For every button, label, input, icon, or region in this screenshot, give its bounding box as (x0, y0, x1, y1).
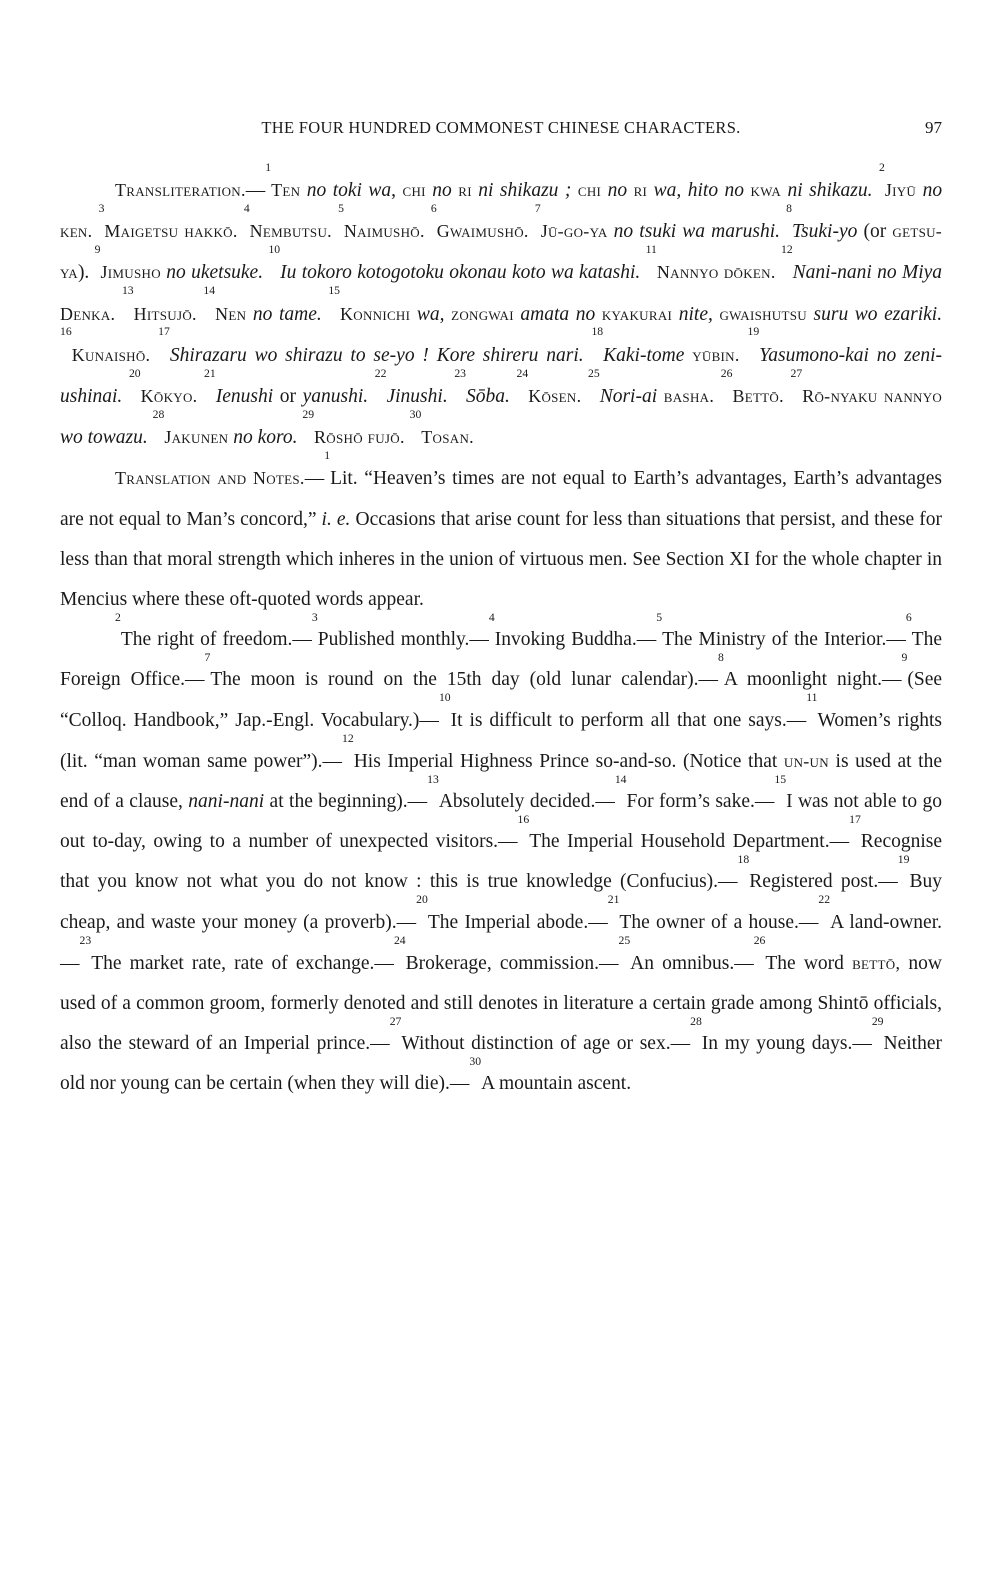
italic-text: wa, hito no (647, 180, 745, 201)
text-run: Neither old nor young can be certain (when they will die).— (60, 1033, 942, 1095)
transliteration-item (328, 284, 943, 325)
text-run: Brokerage, commission.— (405, 952, 619, 974)
transliteration-item (158, 325, 584, 366)
text-run: The Ministry of the Interior.— (662, 629, 906, 651)
footnote-marker: 26 (720, 366, 733, 380)
running-title: THE FOUR HUNDRED COMMONEST CHINESE CHARACTERS. (261, 118, 741, 137)
small-caps-text: Naimushō. (343, 221, 425, 242)
italic-text: Yasumono-kai no zeni-ushinai. (60, 344, 943, 408)
text-run: is used at the end of a clause, (60, 750, 943, 813)
transliteration-item (243, 201, 332, 242)
footnote-marker: 6 (905, 610, 912, 624)
small-caps-text: Tosan. (421, 427, 474, 448)
text-run: Women’s rights (lit. “man woman same power”).— (60, 709, 942, 772)
transliteration-item (203, 284, 322, 325)
small-caps-text: Gwaimushō. (436, 221, 529, 242)
translation-heading: Translation and Notes. (115, 468, 305, 489)
italic-text: no toki wa (300, 180, 392, 201)
text-run: Occasions that arise count for less than situations that persist, and these for less than that moral strength which inheres in the union of virtuous men. See Section XI for the whole chapter in Mencius where these oft-quoted words appear. (60, 508, 942, 611)
small-caps-text: Hitsujō. (133, 303, 197, 324)
text-run: I was not able to go out to-day, owing to a number of unexpected visitors.— (60, 791, 942, 853)
italic-text: no uketsuke. (160, 262, 264, 284)
footnote-marker: 22 (374, 366, 387, 380)
small-caps-text: Ten (271, 180, 301, 200)
italic-text: no koro. (228, 427, 298, 449)
footnote-marker: 12 (780, 243, 793, 257)
small-caps-text: Rōshō fujō. (314, 427, 405, 448)
footnote-marker: 25 (618, 933, 631, 947)
italic-text: no (601, 180, 628, 201)
text-run: The moon is round on the 15th day (old lunar calendar).— (210, 669, 719, 691)
small-caps-text: chi (577, 180, 602, 200)
italic-text: wa, (410, 303, 445, 325)
small-caps-text: Bettō. (732, 386, 784, 407)
transliteration-items (60, 160, 943, 449)
footnote-marker: 9 (901, 651, 908, 665)
text-run: Recognise that you know not what you do not know : this is true knowledge (Confucius).— (60, 831, 943, 893)
text-run: A land-owner.— (60, 911, 942, 974)
italic-text: Ienushi (215, 386, 274, 408)
italic-text: Sōba. (466, 386, 510, 408)
text-run: A mountain ascent. (481, 1073, 632, 1095)
footnote-marker: 9 (94, 243, 101, 257)
footnote-marker: 29 (871, 1014, 884, 1028)
footnote-marker: 14 (203, 284, 216, 298)
small-caps-text: zongwai (451, 303, 514, 324)
transliteration-item (720, 366, 784, 407)
small-caps-text: getsu-ya (60, 221, 943, 283)
small-caps-text: Konnichi (340, 303, 411, 324)
footnote-marker: 16 (517, 812, 530, 826)
text-run: An omnibus.— (630, 952, 754, 974)
footnote-marker: 19 (897, 853, 910, 867)
italic-text: Nani-nani no Miya (792, 262, 943, 284)
footnote-marker: 2 (878, 160, 885, 174)
transliteration-item (454, 366, 510, 408)
footnote-marker: 5 (338, 201, 344, 215)
small-caps-text: chi (402, 180, 426, 200)
transliteration-heading: Transliteration. (115, 180, 246, 200)
italic-text: yanushi. (302, 386, 369, 408)
text-run: Without distinction of age or sex.— (401, 1033, 691, 1055)
footnote-marker: 7 (534, 201, 541, 215)
small-caps-text: gwaishutsu (719, 303, 807, 324)
footnote-marker: 10 (268, 243, 281, 257)
text-run: Registered post.— (749, 871, 898, 893)
footnote-marker: 10 (438, 691, 451, 705)
footnote-marker: 19 (747, 325, 760, 339)
transliteration-item (94, 243, 264, 284)
small-caps-text: ken. (60, 221, 93, 242)
small-caps-text: ri (458, 180, 472, 200)
text-run: Published monthly.— (317, 629, 489, 651)
text-run: The market rate, rate of exchange.— (91, 952, 394, 974)
small-caps-text: yūbin. (692, 344, 740, 365)
text-run: (or (857, 221, 893, 243)
small-caps-text: Kōsen. (528, 386, 582, 407)
small-caps-text: Nannyo dōken. (656, 262, 776, 283)
footnote-marker: 23 (79, 933, 92, 947)
italic-text: Nori-ai (599, 386, 658, 408)
footnote-marker: 30 (469, 1055, 482, 1069)
footnote-marker: 6 (430, 201, 437, 215)
small-caps-text: Nen (215, 303, 247, 324)
small-caps-text: Nembutsu. (249, 221, 332, 242)
small-caps-text: un-un (783, 750, 829, 771)
small-caps-text: Kōkyo. (140, 386, 198, 407)
text-run: The owner of a house.— (619, 911, 819, 933)
italic-text: no (916, 180, 943, 201)
small-caps-text: Jiyū (884, 180, 917, 200)
transliteration-item (121, 284, 197, 325)
italic-text: Shirazaru wo shirazu to se-yo ! Kore shireru nari. (169, 344, 584, 366)
footnote-marker: 20 (416, 893, 428, 907)
text-run: In my young days.— (701, 1033, 872, 1055)
footnote-marker: 7 (204, 651, 211, 665)
page-number: 97 (925, 118, 942, 137)
italic-text: nite, (672, 303, 713, 325)
footnote-marker: 4 (488, 610, 495, 624)
transliteration-item (98, 201, 238, 242)
footnote-marker: 11 (806, 691, 818, 705)
notes-paragraph-1-text (60, 449, 942, 611)
footnote-marker: 23 (454, 366, 467, 380)
text-run: For form’s sake.— (626, 791, 775, 813)
transliteration-paragraph: Transliteration.—$^1$Ten no toki wa, chi no ri ni shikazu ; chi no ri wa, hito no kwa ni shikazu. $^2$Jiyū no ken. $^3$Maigetsu hakkō. $^4$Nembutsu. $^5$Naimushō. $^6$Gwaimushō. $^7$Jū-go-ya no tsuki wa marushi. $^8$Tsuki-yo (or getsu-ya). $^9$Jimusho no uketsuke. $^{10}$Iu tokoro kotogotoku okonau koto wa katashi. $^{11}$Nannyo dōken. $^{12}$Nani-nani no Miya Denka. $^{13}$Hitsujō. $^{14}$Nen no tame. $^{15}$Konnichi wa, zongwai amata no kyakurai nite, gwaishutsu suru wo ezariki. $^{16}$Kunaishō. $^{17}$Shirazaru wo shirazu to se-yo ! Kore shireru nari. $^{18}$Kaki-tome yūbin. $^{19}$Yasumono-kai no zeni-ushinai. $^{20}$Kōkyo. $^{21}$Ienushi or yanushi. $^{22}$Jinushi. $^{23}$Sōba. $^{24}$Kōsen. $^{25}$Nori-ai basha. $^{26}$Bettō. $^{27}$Rō-nyaku nannyo wo towazu. $^{28}$Jakunen no koro. $^{29}$Rōshō fujō. $^{30}$Tosan. (60, 160, 943, 449)
footnote-marker: 8 (786, 201, 792, 215)
italic-text: suru wo ezariki. (806, 303, 943, 325)
italic-text: Iu tokoro kotogotoku okonau koto wa katashi. (280, 262, 641, 284)
transliteration-item (128, 366, 198, 407)
italic-text: no tsuki wa marushi. (607, 221, 780, 243)
italic-text: Tsuki-yo (792, 221, 858, 243)
footnote-marker: 13 (427, 772, 439, 786)
italic-text: Jinushi. (386, 386, 448, 408)
footnote-marker: 3 (311, 610, 318, 624)
transliteration-item (265, 160, 873, 201)
italic-text: ni shikazu ; (471, 180, 578, 201)
transliteration-item (338, 201, 425, 242)
text-run: His Imperial Highness Prince so-and-so. (Notice that (353, 750, 784, 772)
transliteration-item (430, 201, 529, 242)
footnote-marker: 5 (656, 610, 663, 624)
small-caps-text: basha. (663, 386, 715, 407)
text-run: A moonlight night.— (723, 669, 902, 691)
small-caps-text: kwa (750, 180, 782, 200)
text-run: Lit. “Heaven’s times are not equal to Earth’s advantages, Earth’s advantages are not equal to Man’s concord,” (60, 468, 942, 530)
footnote-marker: 1 (324, 449, 331, 463)
footnote-marker: 26 (753, 933, 766, 947)
italic-text: Kaki-tome (603, 344, 685, 366)
transliteration-item (516, 366, 582, 407)
footnote-marker: 24 (393, 933, 406, 947)
transliteration-item (60, 325, 151, 366)
footnote-marker: 25 (588, 366, 600, 380)
small-caps-text: Denka. (60, 303, 116, 324)
footnote-marker: 17 (849, 812, 861, 826)
footnote-marker: 15 (328, 284, 341, 298)
italic-text: no tame. (246, 303, 322, 325)
footnote-marker: 22 (818, 893, 831, 907)
text-run: ). (77, 262, 90, 284)
text-run: or (273, 386, 303, 408)
text-run: Invoking Buddha.— (494, 629, 657, 651)
transliteration-item (374, 366, 448, 408)
text-run: now used of a common groom, formerly denoted and still denotes in literature a certain grade among Shintō officials, also the steward of an Imperial prince.— (60, 952, 942, 1055)
footnote-marker: 1 (265, 160, 272, 174)
footnote-marker: 2 (115, 610, 121, 624)
text-run: It is difficult to perform all that one says.— (450, 709, 807, 731)
text-run: Absolutely decided.— (438, 791, 615, 813)
footnote-marker: 21 (607, 893, 620, 907)
text-run: at the beginning).— (264, 791, 428, 813)
text-run: The word (765, 952, 853, 974)
transliteration-item (204, 366, 369, 408)
text-run: , (391, 180, 403, 201)
transliteration-item (645, 243, 776, 283)
footnote-marker: 27 (389, 1014, 402, 1028)
footnote-marker: 18 (591, 325, 604, 339)
footnote-marker: 24 (516, 366, 529, 380)
text-run: The Imperial abode.— (427, 911, 608, 933)
footnote-marker: 21 (204, 366, 216, 380)
footnote-marker: 28 (152, 407, 165, 421)
text-run: The Imperial Household Department.— (529, 831, 850, 853)
small-caps-text: Jakunen (164, 427, 229, 448)
text-run: The Foreign Office.— (60, 629, 942, 691)
text-run: (See “Colloq. Handbook,” Jap.-Engl. Vocabulary.)— (60, 669, 943, 731)
small-caps-text: Jū-go-ya (540, 221, 608, 242)
italic-text: wo towazu. (60, 427, 148, 449)
text-run (657, 386, 664, 407)
footnote-marker: 17 (158, 325, 170, 339)
notes-paragraph-1: Translation and Notes.—$^1$Lit. “Heaven’s times are not equal to Earth’s advantages, Earth’s advantages are not equal to Man’s concord,” i. e. Occasions that arise count for less than situations that persist, and these for less than that moral strength which inheres in the union of virtuous men. See Section XI for the whole chapter in Mencius where these oft-quoted words appear. (60, 449, 942, 611)
small-caps-text: Maigetsu hakkō. (104, 221, 238, 242)
transliteration-item (591, 325, 740, 366)
footnote-marker: 20 (128, 366, 141, 380)
footnote-marker: 18 (737, 853, 750, 867)
transliteration-item (268, 243, 641, 284)
italic-text: amata no (513, 303, 596, 325)
footnote-marker: 3 (98, 201, 105, 215)
footnote-marker: 13 (121, 284, 134, 298)
small-caps-text: Rō-nyaku nannyo (802, 386, 943, 407)
transliteration-item (302, 407, 405, 448)
footnote-marker: 29 (302, 407, 315, 421)
small-caps-text: Jimusho (100, 262, 161, 283)
footnote-marker: 27 (790, 366, 803, 380)
text-run: Buy cheap, and waste your money (a proverb).— (60, 871, 942, 933)
footnote-marker: 14 (614, 772, 627, 786)
transliteration-item (534, 201, 780, 243)
italic-text: ni shikazu. (781, 180, 873, 201)
text-run: The right of freedom.— (120, 629, 312, 651)
footnote-marker: 30 (409, 407, 422, 421)
text-run (595, 304, 602, 325)
small-caps-text: Kunaishō. (71, 344, 151, 365)
italic-text: nani-nani (188, 791, 265, 813)
footnote-marker: 16 (60, 325, 72, 339)
transliteration-item (588, 366, 715, 408)
small-caps-text: kyakurai (601, 303, 673, 324)
footnote-marker: 8 (718, 651, 724, 665)
page-body (60, 160, 943, 1105)
transliteration-item (409, 407, 474, 448)
italic-text: no (425, 180, 452, 201)
footnote-marker: 4 (243, 201, 250, 215)
small-caps-text: bettō, (852, 952, 901, 973)
notes-paragraph-2-text (60, 610, 943, 1095)
small-caps-text: ri (633, 180, 648, 200)
notes-paragraph-2 (60, 610, 943, 1104)
footnote-marker: 28 (690, 1014, 702, 1028)
italic-text: i. e. (321, 508, 351, 530)
transliteration-item (152, 407, 298, 449)
footnote-marker: 15 (774, 772, 787, 786)
footnote-marker: 11 (645, 243, 657, 257)
footnote-marker: 12 (342, 731, 354, 745)
page-header (60, 118, 942, 148)
